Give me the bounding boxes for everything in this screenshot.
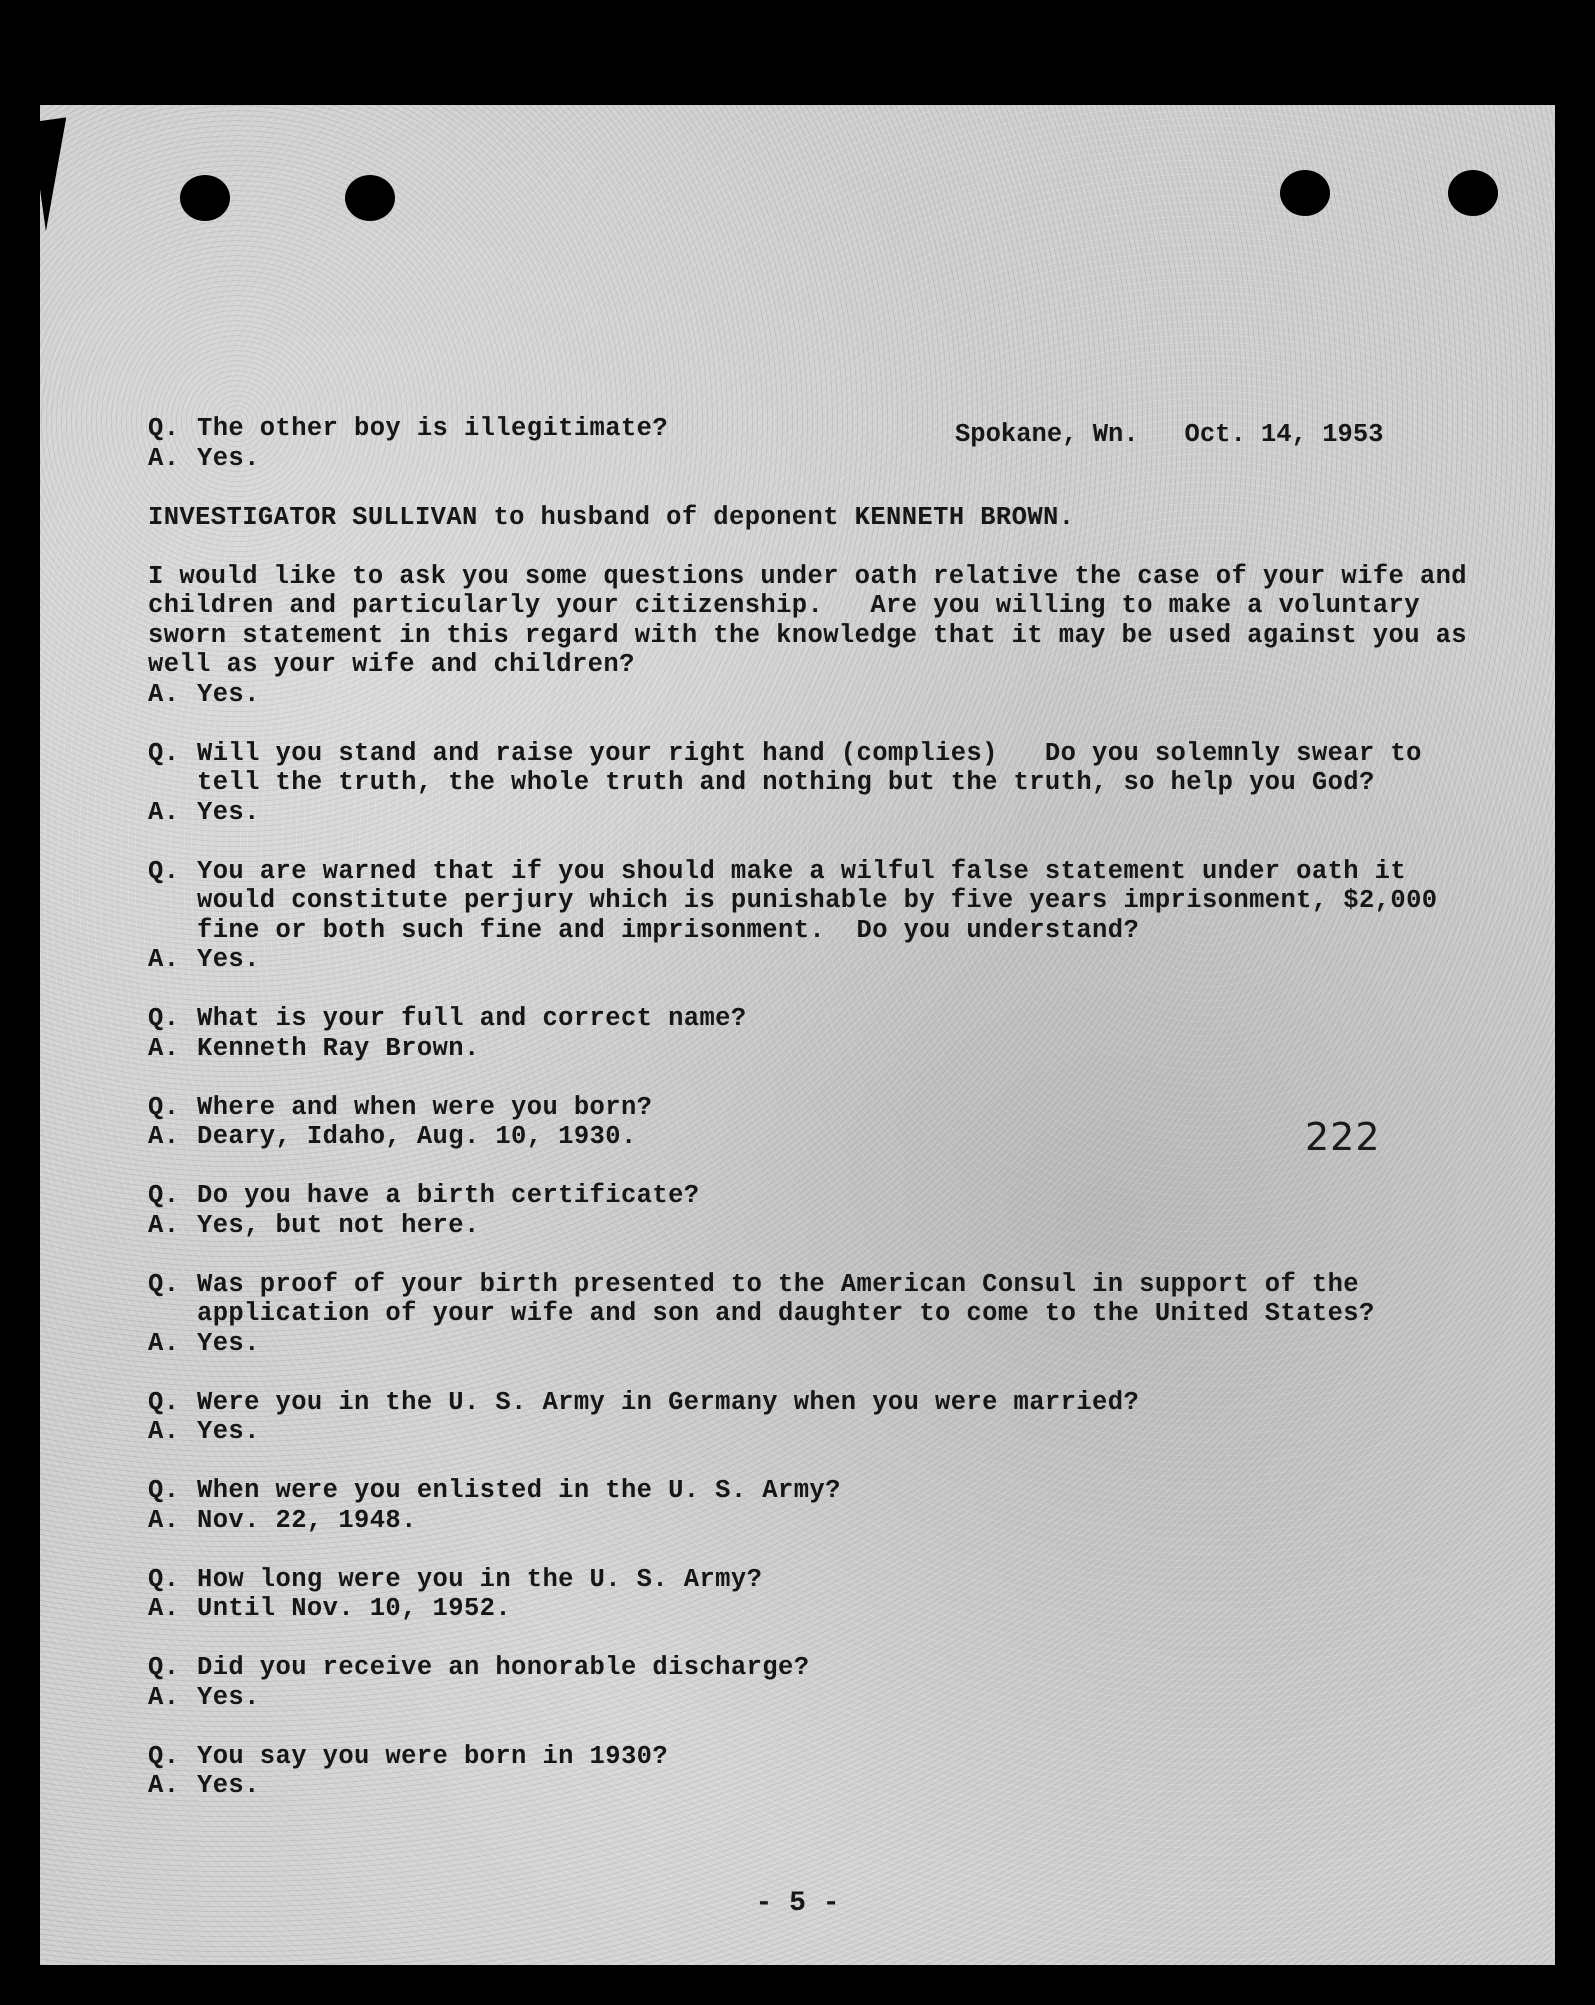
answer-label: A. <box>148 797 180 827</box>
answer-text: Nov. 22, 1948. <box>197 1505 417 1535</box>
answer-text: Yes, but not here. <box>197 1210 480 1240</box>
answer-label: A. <box>148 945 180 974</box>
answer-label: A. <box>148 1122 180 1151</box>
question-row <box>148 1653 1488 1683</box>
answer-label: A. <box>148 1682 180 1712</box>
question-text: You are warned that if you should make a wilful false statement under oath it would constitute perjury which is punishable by five years imprisonment, $2,000 fine or both such fine and imprisonment. Do you understand? <box>197 856 1454 945</box>
answer-label: A. <box>148 1505 180 1535</box>
question-label: Q. <box>148 1181 180 1210</box>
question-label: Q. <box>148 1476 180 1505</box>
qa-block <box>148 739 1488 828</box>
answer-label: A. <box>148 1594 180 1623</box>
qa-block <box>148 1270 1488 1359</box>
question-text: The other boy is illegitimate? <box>197 414 669 443</box>
answer-row <box>148 1329 1488 1359</box>
punch-hole <box>1280 170 1330 216</box>
qa-block-1 <box>148 414 1488 473</box>
question-label: Q. <box>148 1092 180 1122</box>
question-label: Q. <box>148 1653 180 1682</box>
answer-row <box>148 1211 1488 1241</box>
punch-hole <box>180 175 230 221</box>
question-label: Q. <box>148 1387 180 1417</box>
answer-row <box>148 945 1488 975</box>
qa-block <box>148 1476 1488 1535</box>
answer-label: A. <box>148 1328 180 1358</box>
answer-row <box>148 798 1488 828</box>
qa-block <box>148 1653 1488 1712</box>
qa-block <box>148 857 1488 975</box>
page-number: - 5 - <box>755 1888 840 1919</box>
answer-label: A. <box>148 443 180 473</box>
question-text: Did you receive an honorable discharge? <box>197 1653 810 1682</box>
answer-text: Yes. <box>197 1682 260 1712</box>
question-text: When were you enlisted in the U. S. Army? <box>197 1476 841 1505</box>
question-label: Q. <box>148 856 180 886</box>
answer-row <box>148 1122 1488 1152</box>
stamp-number: 222 <box>1305 1115 1381 1159</box>
qa-block <box>148 1742 1488 1801</box>
statement-text: I would like to ask you some questions under oath relative the case of your wife and children and particularly your citizenship. Are you willing to make a voluntary sworn statement in this regard with the knowledge that it may be used against you as well as your wife and children? <box>148 561 1483 679</box>
question-text: Do you have a birth certificate? <box>197 1181 700 1210</box>
dateline: Spokane, Wn. Oct. 14, 1953 <box>955 420 1384 449</box>
statement-block <box>148 562 1488 710</box>
answer-text: Yes. <box>197 443 260 473</box>
question-row <box>148 1181 1488 1211</box>
question-label: Q. <box>148 414 180 443</box>
question-row <box>148 1004 1488 1034</box>
question-row <box>148 1476 1488 1506</box>
question-row <box>148 1388 1488 1418</box>
answer-label: A. <box>148 1417 180 1446</box>
answer-text: Yes. <box>197 797 260 827</box>
answer-text: Deary, Idaho, Aug. 10, 1930. <box>197 1122 637 1151</box>
answer-row <box>148 680 1488 710</box>
answer-row <box>148 1034 1488 1064</box>
answer-text: Yes. <box>197 679 260 709</box>
question-label: Q. <box>148 1004 180 1033</box>
answer-row <box>148 1506 1488 1536</box>
question-row <box>148 739 1488 798</box>
answer-row <box>148 1594 1488 1624</box>
question-text: Was proof of your birth presented to the American Consul in support of the application of your wife and son and daughter to come to the United States? <box>197 1269 1375 1328</box>
qa-list <box>148 739 1488 1801</box>
question-row <box>148 1093 1488 1123</box>
answer-text: Yes. <box>197 1328 260 1358</box>
qa-block <box>148 1093 1488 1152</box>
question-label: Q. <box>148 1269 180 1299</box>
answer-label: A. <box>148 1033 180 1063</box>
question-text: Were you in the U. S. Army in Germany when you were married? <box>197 1387 1140 1417</box>
answer-label: A. <box>148 1771 180 1800</box>
answer-text: Yes. <box>197 1771 260 1800</box>
answer-text: Until Nov. 10, 1952. <box>197 1594 512 1623</box>
question-label: Q. <box>148 1564 180 1594</box>
answer-label: A. <box>148 679 180 709</box>
qa-block <box>148 1565 1488 1624</box>
question-row <box>148 414 1488 444</box>
punch-hole <box>1448 170 1498 216</box>
answer-text: Yes. <box>197 945 260 974</box>
answer-row <box>148 1683 1488 1713</box>
qa-block <box>148 1004 1488 1063</box>
question-text: How long were you in the U. S. Army? <box>197 1564 763 1594</box>
question-row <box>148 1742 1488 1772</box>
question-label: Q. <box>148 1741 180 1771</box>
section-heading: INVESTIGATOR SULLIVAN to husband of deponent KENNETH BROWN. <box>148 502 1075 532</box>
answer-row <box>148 1417 1488 1447</box>
question-label: Q. <box>148 738 180 768</box>
question-text: Where and when were you born? <box>197 1092 653 1122</box>
question-row <box>148 1565 1488 1595</box>
question-text: You say you were born in 1930? <box>197 1741 669 1771</box>
answer-row <box>148 1771 1488 1801</box>
question-text: What is your full and correct name? <box>197 1004 747 1033</box>
question-row <box>148 857 1488 946</box>
question-text: Will you stand and raise your right hand (complies) Do you solemnly swear to tell the truth, the whole truth and nothing but the truth, so help you God? <box>197 738 1438 797</box>
answer-text: Yes. <box>197 1417 260 1446</box>
answer-label: A. <box>148 1210 180 1240</box>
question-row <box>148 1270 1488 1329</box>
answer-text: Kenneth Ray Brown. <box>197 1033 480 1063</box>
transcript-body <box>148 414 1488 1830</box>
qa-block <box>148 1388 1488 1447</box>
answer-row <box>148 444 1488 474</box>
qa-block <box>148 1181 1488 1240</box>
punch-hole <box>345 175 395 221</box>
